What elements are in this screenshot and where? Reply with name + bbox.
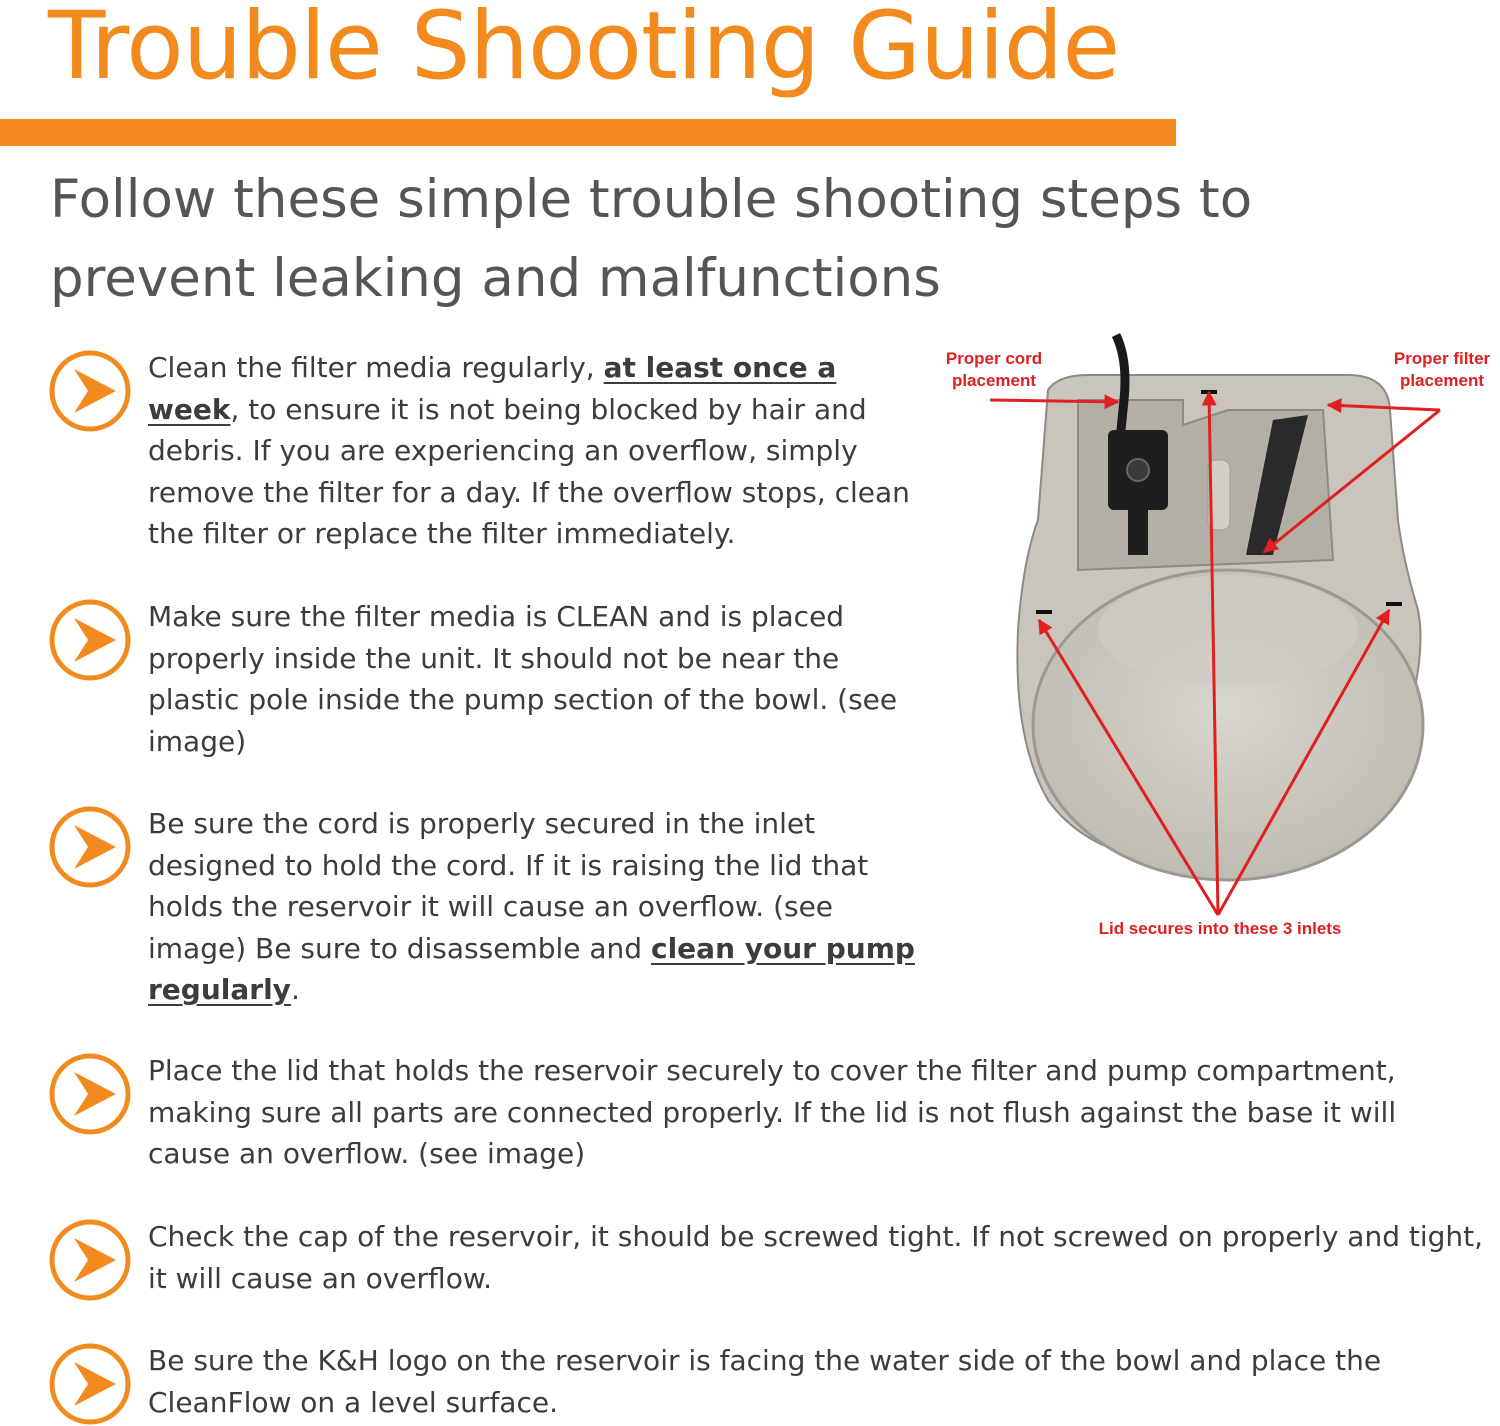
label-proper-cord-placement: placement (951, 371, 1037, 390)
step-1-text: Clean the filter media regularly, at least once a week, to ensure it is not being blocked by hair and debris. If you are experiencing an overflow, simply remove the filter for a day. If the overflow stops, clean the filter or replace the filter immediately. (148, 351, 910, 550)
fountain-photo (928, 330, 1500, 950)
label-lid-inlets: Lid secures into these 3 inlets (1098, 919, 1342, 938)
step-4-text: Place the lid that holds the reservoir securely to cover the filter and pump compartment, making sure all parts are connected properly. If the lid is not flush against the base it will cause an overflow. (see image) (148, 1054, 1397, 1170)
step-2-text: Make sure the filter media is CLEAN and is placed properly inside the unit. It should not be near the plastic pole inside the pump section of the bowl. (see image) (148, 600, 898, 758)
circled-arrow-icon (48, 1342, 132, 1426)
circled-arrow-icon (48, 1052, 132, 1136)
arrow-cord (990, 400, 1118, 402)
page-title: Trouble Shooting Guide (48, 0, 1120, 101)
title-underline-bar (0, 119, 1176, 146)
page-subtitle: Follow these simple trouble shooting steps to prevent leaking and malfunctions (50, 169, 1253, 309)
fountain-diagram (928, 330, 1500, 950)
step-5-text: Check the cap of the reservoir, it should be screwed tight. If not screwed on properly and tight, it will cause an overflow. (148, 1220, 1484, 1295)
step-6-text: Be sure the K&H logo on the reservoir is facing the water side of the bowl and place the CleanFlow on a level surface. (148, 1344, 1382, 1419)
emphasis-clean-pump: clean your pump regularly (148, 931, 915, 1006)
emphasis-once-a-week: at least once a week (148, 351, 837, 426)
circled-arrow-icon (48, 349, 132, 433)
step-3-text: Be sure the cord is properly secured in the inlet designed to hold the cord. If it is raising the lid that holds the reservoir it will cause an overflow. (see image) Be sure to disassemble and clean your pump regularly. (148, 807, 915, 1006)
circled-arrow-icon (48, 805, 132, 889)
circled-arrow-icon (48, 1218, 132, 1302)
label-proper-filter-placement: placement (1399, 371, 1485, 390)
label-proper-cord: Proper cord (945, 349, 1043, 368)
circled-arrow-icon (48, 598, 132, 682)
label-proper-filter: Proper filter (1393, 349, 1491, 368)
